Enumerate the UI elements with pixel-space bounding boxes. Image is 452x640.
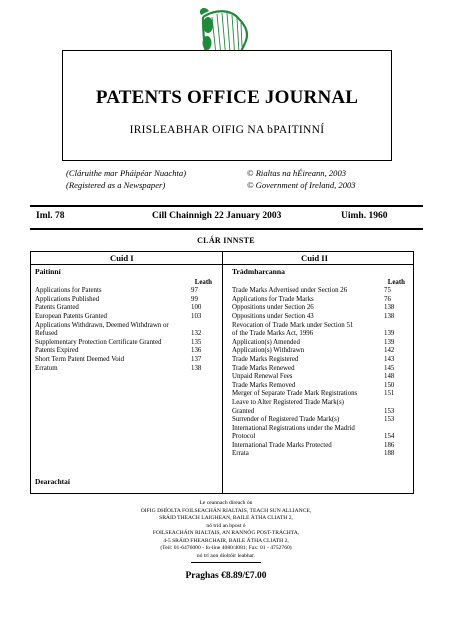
toc-entry-page: 139 [384, 330, 395, 338]
part2-heading: Cuid II [301, 253, 328, 263]
toc-entry-page: 186 [384, 441, 395, 449]
part2-section-title: Trádmharcanna [232, 267, 285, 276]
price: Praghas €8.89/£7.00 [185, 571, 267, 581]
toc-row [35, 356, 215, 365]
toc-row [35, 296, 215, 305]
journal-subtitle: IRISLEABHAR OIFIG NA bPAITINNÍ [129, 124, 325, 136]
issue-place-date: Cill Chainnigh 22 January 2003 [152, 211, 282, 221]
toc-entry-label: Applications for Trade Marks [232, 295, 314, 303]
toc-entry-label: Oppositions under Section 26 [232, 304, 314, 312]
toc-entry-label: of the Trade Marks Act, 1996 [232, 330, 314, 338]
designs-label: Dearachtaí [35, 477, 70, 486]
toc-row [232, 433, 408, 442]
toc-entry-page: 142 [384, 347, 395, 355]
toc-entry-page: 75 [384, 287, 391, 295]
toc-entry-label: Supplementary Protection Certificate Granted [35, 338, 162, 346]
toc-entry-label: Patents Expired [35, 347, 79, 355]
toc-entry-label: International Trade Marks Protected [232, 441, 332, 449]
part1-list [35, 287, 215, 373]
toc-entry-page: 148 [384, 373, 395, 381]
toc-row [35, 322, 215, 331]
issue-rule-bottom [30, 228, 423, 230]
toc-entry-label: Surrender of Registered Trade Mark(s) [232, 416, 340, 424]
toc-entry-label: Applications for Patents [35, 287, 102, 295]
toc-row [35, 287, 215, 296]
toc-row [232, 399, 408, 408]
toc-row [232, 408, 408, 417]
toc-entry-label: Applications Published [35, 295, 100, 303]
toc-entry-page: 153 [384, 407, 395, 415]
copyright-irish-prefix: © [247, 168, 256, 178]
toc-entry-page: 103 [191, 312, 202, 320]
toc-row [35, 347, 215, 356]
address-line: SRÁID THEACH LAIGHEAN, BAILE ÁTHA CLIATH 2, [159, 515, 293, 521]
toc-entry-page: 188 [384, 450, 395, 458]
toc-divider [222, 252, 223, 493]
part2-page-label: Leath [387, 278, 405, 286]
toc-row [232, 322, 408, 331]
toc-entry-label: International Registrations under the Madrid [232, 424, 355, 432]
toc-row [232, 442, 408, 451]
toc-entry-label: European Patents Granted [35, 312, 107, 320]
toc-row [232, 450, 408, 459]
toc-entry-label: Trade Marks Removed [232, 381, 296, 389]
registration-english: (Registered as a Newspaper) [66, 180, 166, 190]
toc-row [232, 347, 408, 356]
address-line: (Teil: 01-6476000 - fo-líne 4080/4081; Fax: 01 - 4752760) [160, 545, 292, 551]
address-line: FOILSEACHÁIN RIALTAIS, AN RANNÓG POST-TRÁCHTA, [152, 530, 300, 536]
toc-entry-label: Granted [232, 407, 255, 415]
toc-row [232, 425, 408, 434]
toc-row [35, 330, 215, 339]
address-line: 4-5 SRÁID FHEARCHAIR, BAILE ÁTHA CLIATH 2, [163, 537, 289, 544]
toc-entry-page: 138 [191, 364, 202, 372]
address-rule [191, 562, 261, 563]
toc-entry-label: Trade Marks Advertised under Section 26 [232, 287, 348, 295]
toc-row [232, 313, 408, 322]
part1-section-title: Paitinní [35, 267, 61, 276]
toc-entry-page: 138 [384, 304, 395, 312]
toc-entry-page: 137 [191, 355, 202, 363]
toc-row [232, 390, 408, 399]
issue-volume: Iml. 78 [36, 211, 65, 221]
address-lines [0, 500, 452, 560]
toc-entry-label: Patents Granted [35, 304, 79, 312]
toc-entry-label: Unpaid Renewal Fees [232, 373, 293, 381]
toc-row [232, 287, 408, 296]
toc-row [232, 339, 408, 348]
toc-row [35, 304, 215, 313]
toc-entry-label: Short Term Patent Deemed Void [35, 355, 125, 363]
toc-row [232, 373, 408, 382]
toc-row [35, 339, 215, 348]
toc-row [232, 365, 408, 374]
toc-row [232, 356, 408, 365]
toc-entry-page: 132 [191, 330, 202, 338]
toc-entry-page [384, 425, 408, 434]
toc-row [232, 416, 408, 425]
toc-entry-page [384, 399, 408, 408]
toc-entry-label: Erratum [35, 364, 58, 372]
toc-entry-page: 151 [384, 390, 395, 398]
address-line: Le ceannach díreach ón [199, 500, 253, 506]
address-block [0, 500, 452, 563]
toc-entry-page: 136 [191, 347, 202, 355]
address-line: nó tríd an bpost ó [206, 522, 246, 529]
part2-column [232, 268, 408, 459]
toc-entry-label: Merger of Separate Trade Mark Registrations [232, 390, 358, 398]
part2-list [232, 287, 408, 459]
toc-entry-label: Trade Marks Renewed [232, 364, 295, 372]
address-line: OIFIG DHÍOLTA FOILSEACHÁN RIALTAIS, TEACH SUN ALLIANCE, [140, 507, 312, 514]
toc-entry-page: 154 [384, 433, 395, 441]
toc-entry-label: Protocol [232, 433, 256, 441]
toc-entry-label: Refused [35, 330, 58, 338]
toc-entry-page: 100 [191, 304, 202, 312]
toc-entry-page: 153 [384, 416, 395, 424]
contents-heading: CLÁR INNSTE [197, 236, 255, 245]
part1-column [35, 268, 215, 373]
toc-entry-page: 99 [191, 295, 198, 303]
toc-entry-label: Oppositions under Section 43 [232, 312, 314, 320]
toc-entry-label: Applications Withdrawn, Deemed Withdrawn or [35, 321, 169, 329]
toc-entry-page [191, 322, 215, 331]
toc-entry-page: 145 [384, 364, 395, 372]
toc-entry-page: 97 [191, 287, 198, 295]
toc-row [35, 365, 215, 374]
toc-row [232, 296, 408, 305]
part1-heading: Cuid I [110, 253, 134, 263]
toc-entry-page: 143 [384, 355, 395, 363]
toc-row [232, 382, 408, 391]
toc-header-rule [31, 264, 413, 265]
journal-title: PATENTS OFFICE JOURNAL [95, 87, 359, 108]
toc-entry-page: 76 [384, 295, 391, 303]
copyright-irish [247, 167, 356, 179]
registration-irish: (Cláruithe mar Pháipéar Nuachta) [66, 168, 187, 178]
toc-entry-page [384, 322, 408, 331]
toc-row [232, 330, 408, 339]
issue-number: Uimh. 1960 [341, 211, 388, 221]
toc-entry-label: Trade Marks Registered [232, 355, 299, 363]
toc-row [35, 313, 215, 322]
toc-entry-label: Application(s) Amended [232, 338, 300, 346]
toc-entry-page: 139 [384, 338, 395, 346]
registration-left [66, 167, 186, 191]
address-line: nó trí aon díoltóir leabhar. [196, 552, 256, 559]
toc-entry-label: Revocation of Trade Mark under Section 51 [232, 321, 354, 329]
masthead-frame [62, 50, 392, 161]
copyright-irish-text: Rialtas na hÉireann, 2003 [255, 168, 347, 178]
toc-entry-page: 138 [384, 312, 395, 320]
issue-rule-top [30, 205, 423, 207]
toc-row [232, 304, 408, 313]
toc-entry-page: 150 [384, 381, 395, 389]
toc-entry-label: Errata [232, 450, 249, 458]
toc-entry-label: Leave to Alter Registered Trade Mark(s) [232, 398, 344, 406]
part1-page-label: Leath [194, 278, 212, 286]
table-of-contents [30, 251, 414, 494]
registration-right [247, 167, 356, 191]
toc-entry-label: Application(s) Withdrawn [232, 347, 305, 355]
toc-entry-page: 135 [191, 338, 202, 346]
copyright-english: © Government of Ireland, 2003 [247, 180, 356, 190]
